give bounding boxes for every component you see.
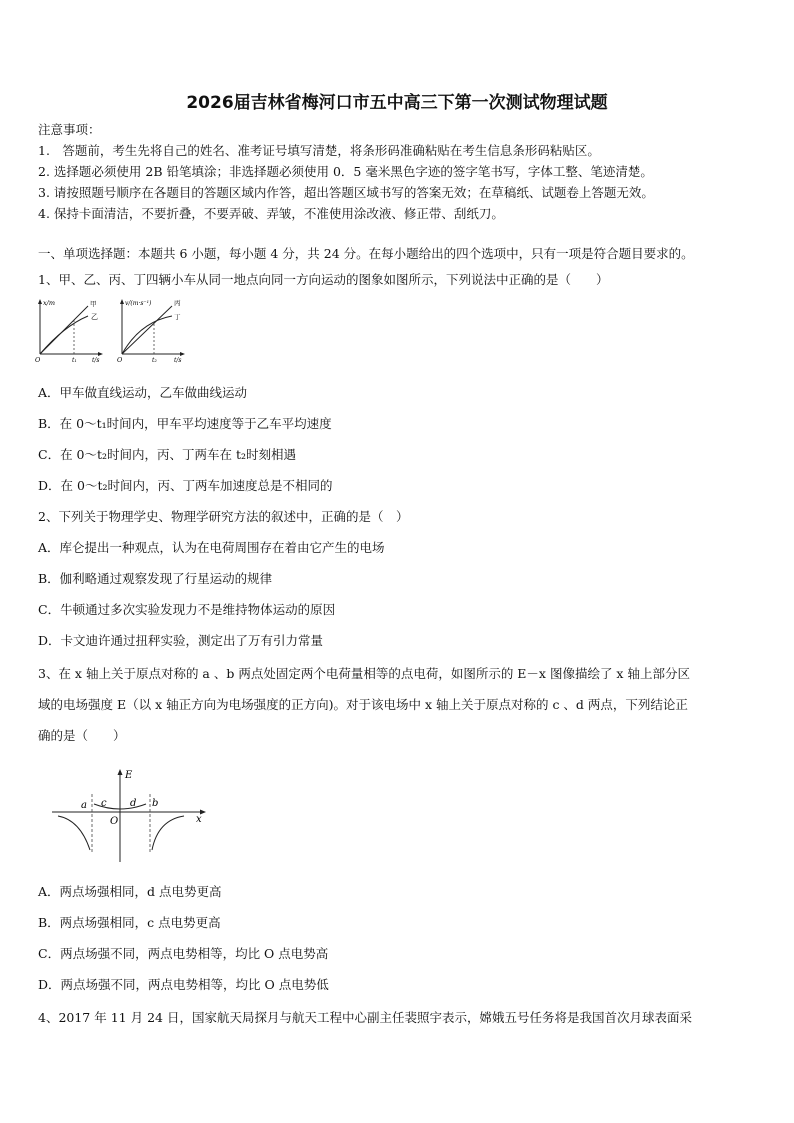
q3-stem-line-1: 3、在 x 轴上关于原点对称的 a 、b 两点处固定两个电荷量相等的点电荷，如图所示的 E－x 图像描绘了 x 轴上部分区 (38, 666, 690, 681)
notes-heading: 注意事项： (38, 122, 101, 137)
q3-option-b: B．两点场强相同，c 点电势更高 (38, 915, 221, 930)
note-item-3: 3. 请按照题号顺序在各题目的答题区域内作答，超出答题区域书写的答案无效；在草稿纸、试题卷上答题无效。 (38, 185, 654, 200)
q3-xlabel: x (196, 814, 202, 825)
q1-option-a: A．甲车做直线运动，乙车做曲线运动 (38, 385, 248, 400)
q2-option-c: C．牛顿通过多次实验发现力不是维持物体运动的原因 (38, 602, 336, 617)
q1-option-b: B．在 0～t₁时间内，甲车平均速度等于乙车平均速度 (38, 416, 332, 431)
q1-option-d: D．在 0～t₂时间内，丙、丁两车加速度总是不相同的 (38, 478, 333, 493)
q3-label-b: b (152, 798, 159, 809)
section-heading: 一、单项选择题：本题共 6 小题，每小题 4 分，共 24 分。在每小题给出的四个选项中，只有一项是符合题目要求的。 (38, 246, 694, 261)
q2-stem: 2、下列关于物理学史、物理学研究方法的叙述中，正确的是（ ） (38, 509, 409, 524)
q1-g1-xlabel: t/s (92, 357, 100, 364)
q2-option-a: A．库仑提出一种观点，认为在电荷周围存在着由它产生的电场 (38, 540, 385, 555)
q1-xt-graph (34, 296, 104, 364)
q3-ex-graph (48, 764, 208, 864)
q1-g2-tick: t₂ (152, 357, 157, 364)
q3-stem-line-3: 确的是（ ） (38, 728, 126, 743)
q1-g2-curve-a: 丙 (174, 299, 181, 307)
q1-g2-xlabel: t/s (174, 357, 182, 364)
q1-stem: 1、甲、乙、丙、丁四辆小车从同一地点向同一方向运动的图象如图所示，下列说法中正确的是（ ） (38, 272, 609, 287)
q1-g1-tick: t₁ (72, 357, 77, 364)
q2-option-d: D．卡文迪许通过扭秤实验，测定出了万有引力常量 (38, 633, 324, 648)
q3-label-a: a (81, 800, 87, 811)
q3-stem-line-2: 域的电场强度 E（以 x 轴正方向为电场强度的正方向)。对于该电场中 x 轴上关于原点对称的 c 、d 两点，下列结论正 (38, 697, 688, 712)
q1-g1-origin: O (35, 356, 41, 364)
q1-g1-ylabel: x/m (43, 299, 56, 307)
q1-g2-curve-b: 丁 (174, 313, 181, 321)
q1-vt-graph (116, 296, 188, 364)
q2-option-b: B．伽利略通过观察发现了行星运动的规律 (38, 571, 273, 586)
q3-ylabel: E (125, 770, 133, 781)
q3-origin: O (110, 816, 119, 827)
q1-g2-ylabel: v/(m·s⁻¹) (125, 300, 152, 307)
q3-label-d: d (130, 798, 137, 809)
note-item-4: 4. 保持卡面清洁，不要折叠，不要弄破、弄皱，不准使用涂改液、修正带、刮纸刀。 (38, 206, 504, 221)
q3-option-d: D．两点场强不同，两点电势相等，均比 O 点电势低 (38, 977, 329, 992)
q1-g2-origin: O (117, 356, 123, 364)
note-item-1: 1. 答题前，考生先将自己的姓名、准考证号填写清楚，将条形码准确粘贴在考生信息条形码粘贴区。 (38, 143, 600, 158)
q3-option-a: A．两点场强相同，d 点电势更高 (38, 884, 222, 899)
q3-label-c: c (101, 798, 107, 809)
q4-stem: 4、2017 年 11 月 24 日，国家航天局探月与航天工程中心副主任裴照宇表示，嫦娥五号任务将是我国首次月球表面采 (38, 1010, 692, 1025)
q1-option-c: C．在 0～t₂时间内，丙、丁两车在 t₂时刻相遇 (38, 447, 297, 462)
q3-option-c: C．两点场强不同，两点电势相等，均比 O 点电势高 (38, 946, 329, 961)
q1-g1-curve-a: 甲 (90, 300, 97, 308)
q1-g1-curve-b: 乙 (91, 313, 98, 321)
page-title: 2026届吉林省梅河口市五中高三下第一次测试物理试题 (186, 93, 608, 113)
note-item-2: 2. 选择题必须使用 2B 铅笔填涂；非选择题必须使用 0．5 毫米黑色字迹的签字笔书写，字体工整、笔迹清楚。 (38, 164, 653, 179)
